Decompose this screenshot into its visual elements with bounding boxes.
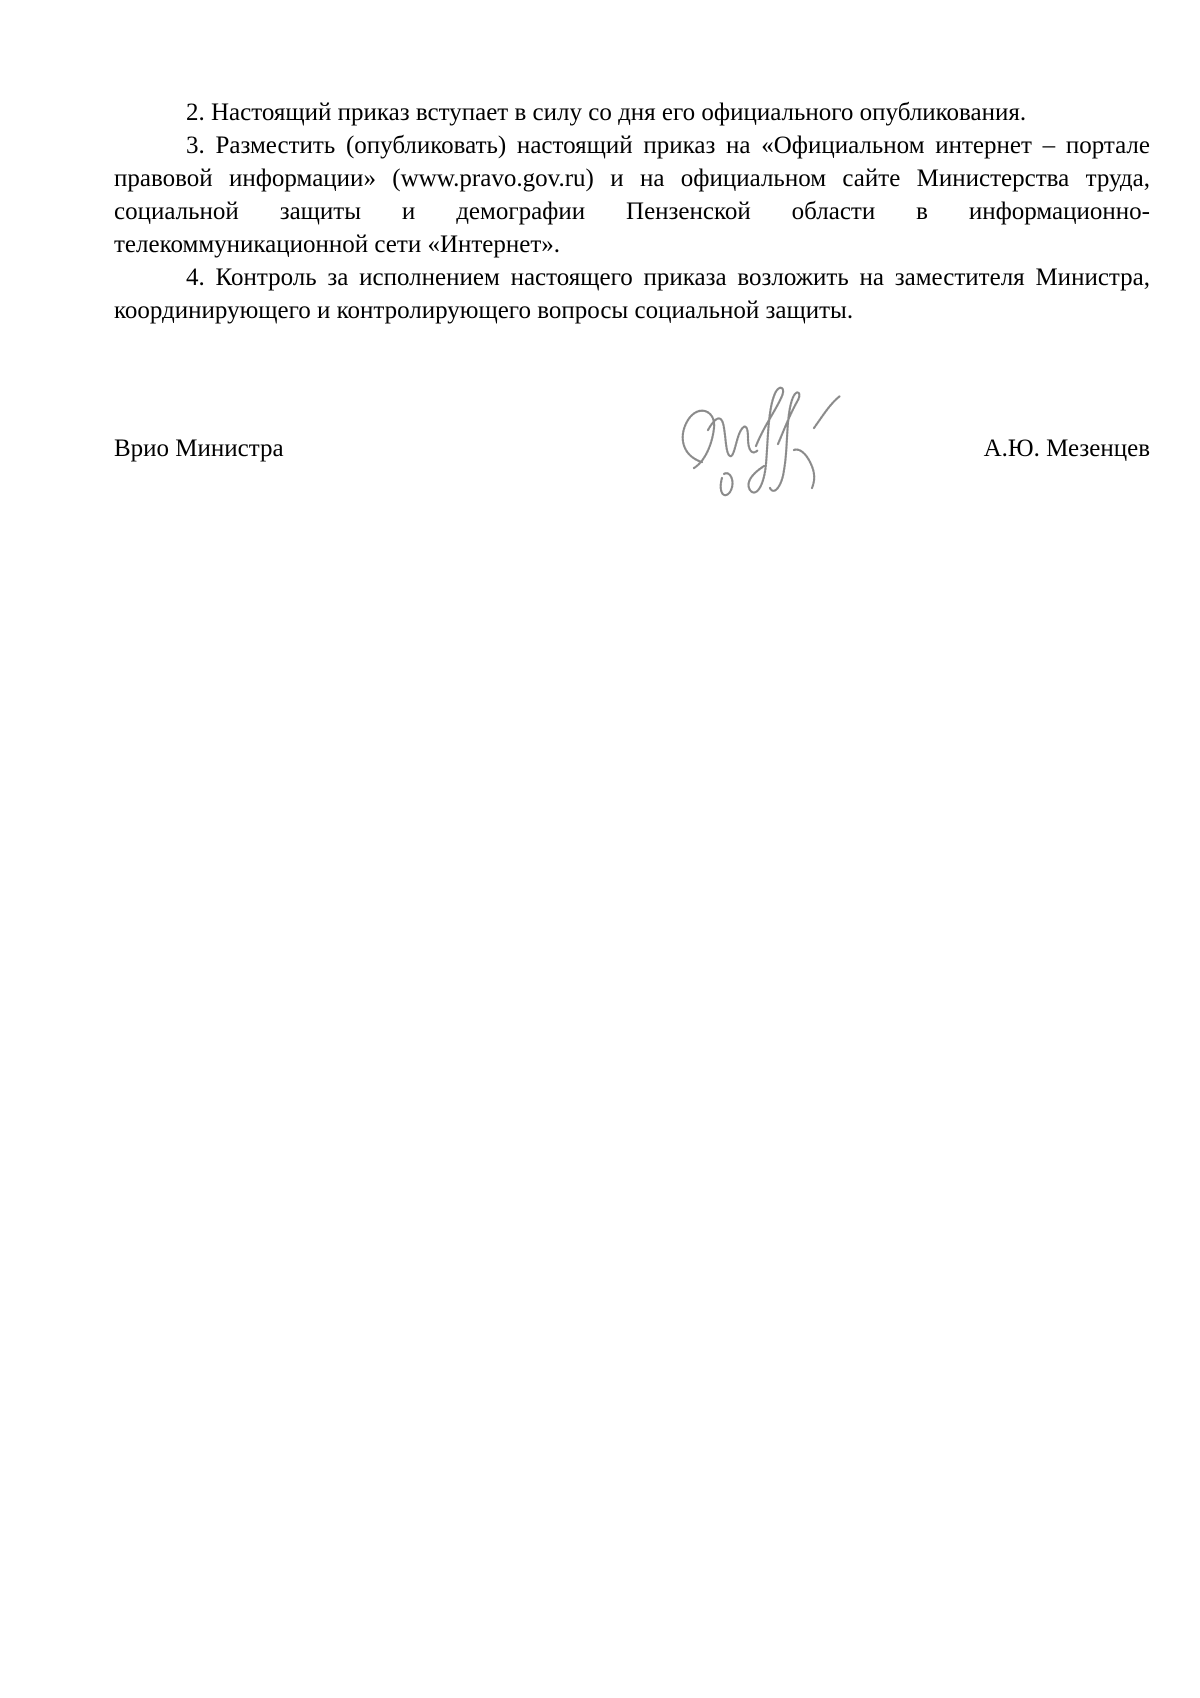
- paragraph-3: 3. Разместить (опубликовать) настоящий приказ на «Официальном интернет – портале правовой информации» (www.pravo.gov.ru) и на официальном сайте Министерства труда, социальной защиты и демографии Пензенской области в информационно-телекоммуникационной сети «Интернет».: [114, 132, 1150, 258]
- paragraph-4: 4. Контроль за исполнением настоящего приказа возложить на заместителя Министра, координирующего и контролирующего вопросы социальной защиты.: [114, 264, 1150, 324]
- signer-name: А.Ю. Мезенцев: [983, 435, 1150, 462]
- paragraph-2: 2. Настоящий приказ вступает в силу со дня его официального опубликования.: [186, 99, 1027, 126]
- signature-block: [114, 370, 1150, 520]
- document-body: [114, 96, 1150, 327]
- signer-title: Врио Министра: [114, 435, 284, 462]
- handwritten-signature-icon: [664, 370, 864, 510]
